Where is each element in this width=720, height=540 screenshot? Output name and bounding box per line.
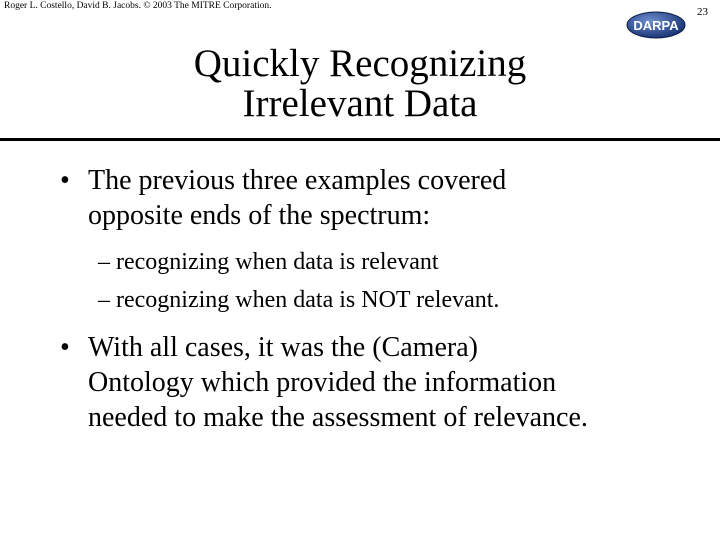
page-number: 23 <box>697 6 708 18</box>
sub-bullet-2: – recognizing when data is NOT relevant. <box>98 287 500 313</box>
darpa-logo <box>626 11 686 39</box>
copyright-notice: Roger L. Costello, David B. Jacobs. © 2003 The MITRE Corporation. <box>4 1 272 11</box>
bullet-text-line: The previous three examples covered <box>88 165 507 196</box>
bullet-item-1 <box>60 163 700 233</box>
sub-bullet-1: – recognizing when data is relevant <box>98 249 439 275</box>
title-underline <box>0 138 720 141</box>
bullet-item-2 <box>60 330 700 435</box>
bullet-text-line: opposite ends of the spectrum: <box>88 200 431 231</box>
bullet-marker: • <box>60 332 70 363</box>
bullet-text-line: needed to make the assessment of relevance. <box>88 402 588 433</box>
bullet-marker: • <box>60 165 70 196</box>
title-line-2: Irrelevant Data <box>242 82 478 125</box>
slide-title <box>0 44 720 124</box>
bullet-text-line: With all cases, it was the (Camera) <box>88 332 478 363</box>
title-line-1: Quickly Recognizing <box>193 42 527 85</box>
logo-text: DARPA <box>633 18 679 33</box>
bullet-text-line: Ontology which provided the information <box>88 367 557 398</box>
